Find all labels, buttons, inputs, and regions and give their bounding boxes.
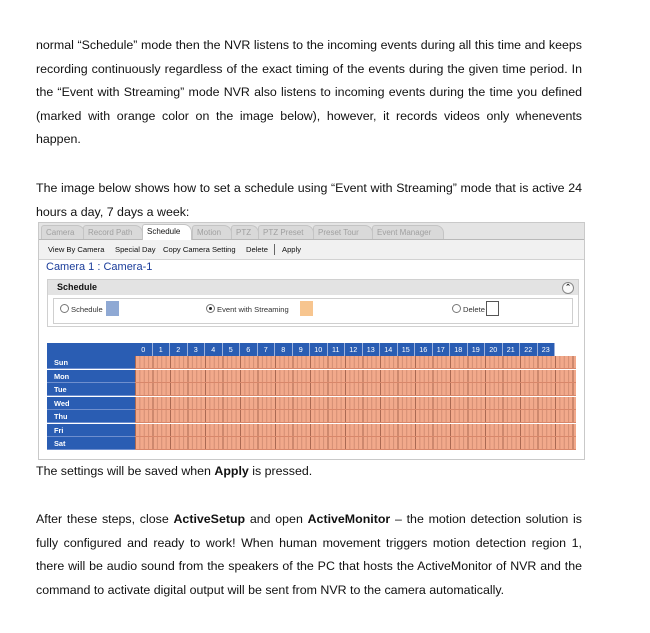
activesetup-bold: ActiveSetup	[173, 512, 246, 526]
apply-bold: Apply	[214, 464, 249, 478]
tab-event-manager[interactable]: Event Manager	[372, 225, 444, 239]
day-label[interactable]: Mon	[47, 370, 135, 383]
camera-title: Camera 1 : Camera-1	[46, 261, 153, 273]
apply-button[interactable]: Apply	[282, 245, 301, 254]
hour-header-cell[interactable]: 10	[310, 343, 328, 356]
tab-preset-tour[interactable]: Preset Tour	[313, 225, 373, 239]
day-schedule-cells[interactable]	[135, 356, 576, 369]
day-row	[47, 356, 576, 370]
hour-header-cell[interactable]: 5	[223, 343, 241, 356]
hour-header-cell[interactable]: 9	[293, 343, 311, 356]
hour-header-cell[interactable]: 4	[205, 343, 223, 356]
hour-header-cell[interactable]: 13	[363, 343, 381, 356]
hour-header-cell[interactable]: 8	[275, 343, 293, 356]
delete-radio[interactable]	[452, 304, 485, 316]
schedule-panel	[47, 279, 579, 327]
day-row	[47, 370, 576, 384]
copy-camera-setting-button[interactable]: Copy Camera Setting	[163, 245, 236, 254]
day-label[interactable]: Fri	[47, 424, 135, 437]
hour-header-cell[interactable]: 0	[135, 343, 153, 356]
activemonitor-bold: ActiveMonitor	[307, 512, 391, 526]
hour-header-cell[interactable]: 6	[240, 343, 258, 356]
schedule-option-label: Schedule	[71, 305, 103, 314]
day-schedule-cells[interactable]	[135, 397, 576, 410]
day-row	[47, 424, 576, 438]
special-day-button[interactable]: Special Day	[115, 245, 156, 254]
schedule-header-label: Schedule	[57, 282, 98, 292]
hour-header-cell[interactable]: 2	[170, 343, 188, 356]
event-with-streaming-radio[interactable]	[206, 304, 289, 316]
tab-camera[interactable]: Camera	[41, 225, 85, 239]
day-schedule-cells[interactable]	[135, 424, 576, 437]
toolbar-separator	[274, 244, 275, 255]
p4-text-c: and open	[245, 512, 308, 526]
day-row	[47, 437, 576, 451]
paragraph-image-intro: The image below shows how to set a schedule using “Event with Streaming” mode that is active 24 hours a day, 7 days a week:	[36, 181, 582, 219]
day-row	[47, 397, 576, 411]
grid-corner	[47, 343, 135, 356]
hour-header-cell[interactable]: 3	[188, 343, 206, 356]
hour-header-cell[interactable]: 1	[153, 343, 171, 356]
hour-header-cell[interactable]: 11	[328, 343, 346, 356]
tab-ptz-preset[interactable]: PTZ Preset	[258, 225, 314, 239]
paragraph-schedule-modes: normal “Schedule” mode then the NVR listens to the incoming events during all this time and keeps recording continuously regardless of the exact timing of the events during the given time period. In the “Event with Streaming” mode NVR also listens to incoming events during the time you defined (marked with orange color on the image below), however, it records videos only whenevents happen.	[36, 38, 582, 146]
tab-bar	[39, 223, 584, 240]
hour-header-cell[interactable]: 21	[503, 343, 521, 356]
day-schedule-cells[interactable]	[135, 437, 576, 450]
day-label[interactable]: Tue	[47, 383, 135, 396]
double-chevron-up-icon[interactable]: ⌃	[562, 282, 574, 294]
delete-color-swatch	[486, 301, 499, 316]
hour-header-cell[interactable]: 15	[398, 343, 416, 356]
schedule-panel-header	[48, 280, 578, 295]
event-with-streaming-option-label: Event with Streaming	[217, 305, 289, 314]
hour-header-cell[interactable]: 20	[485, 343, 503, 356]
day-label[interactable]: Sun	[47, 356, 135, 369]
radio-icon	[60, 304, 69, 313]
day-label[interactable]: Sat	[47, 437, 135, 450]
day-schedule-cells[interactable]	[135, 410, 576, 423]
toolbar	[39, 240, 584, 260]
radio-selected-icon	[206, 304, 215, 313]
day-schedule-cells[interactable]	[135, 383, 576, 396]
hour-header-row	[135, 343, 555, 356]
radio-icon	[452, 304, 461, 313]
p4-text-a: After these steps, close	[36, 512, 174, 526]
hour-header-cell[interactable]: 22	[520, 343, 538, 356]
schedule-radio[interactable]	[60, 304, 103, 316]
hour-header-cell[interactable]: 12	[345, 343, 363, 356]
delete-button[interactable]: Delete	[246, 245, 268, 254]
day-label[interactable]: Wed	[47, 397, 135, 410]
paragraph-apply-note	[36, 460, 582, 484]
hour-header-cell[interactable]: 17	[433, 343, 451, 356]
day-row	[47, 410, 576, 424]
p3-text: The settings will be saved when	[36, 464, 215, 478]
day-schedule-cells[interactable]	[135, 370, 576, 383]
tab-motion[interactable]: Motion	[192, 225, 232, 239]
tab-record-path[interactable]: Record Path	[83, 225, 143, 239]
schedule-screenshot	[38, 222, 585, 460]
schedule-mode-options	[53, 298, 573, 324]
schedule-color-swatch	[106, 301, 119, 316]
hour-header-cell[interactable]: 7	[258, 343, 276, 356]
paragraph-final-steps	[36, 508, 582, 602]
tab-schedule[interactable]: Schedule	[142, 224, 192, 240]
day-row	[47, 383, 576, 397]
hour-header-cell[interactable]: 14	[380, 343, 398, 356]
view-by-camera-button[interactable]: View By Camera	[48, 245, 105, 254]
hour-header-cell[interactable]: 16	[415, 343, 433, 356]
hour-header-cell[interactable]: 19	[468, 343, 486, 356]
day-label[interactable]: Thu	[47, 410, 135, 423]
tab-ptz[interactable]: PTZ	[231, 225, 259, 239]
hour-header-cell[interactable]: 18	[450, 343, 468, 356]
p3-text-end: is pressed.	[248, 464, 313, 478]
event-color-swatch	[300, 301, 313, 316]
p4-text-e: – the motion detection solution is fully configured and ready to work! When human movement triggers motion detection region 1, there will be audio sound from the speakers of the PC that hosts the ActiveMonitor of NVR and the command to activate digital output will be sent from NVR to the camera automatically.	[36, 512, 582, 597]
delete-option-label: Delete	[463, 305, 485, 314]
hour-header-cell[interactable]: 23	[538, 343, 556, 356]
